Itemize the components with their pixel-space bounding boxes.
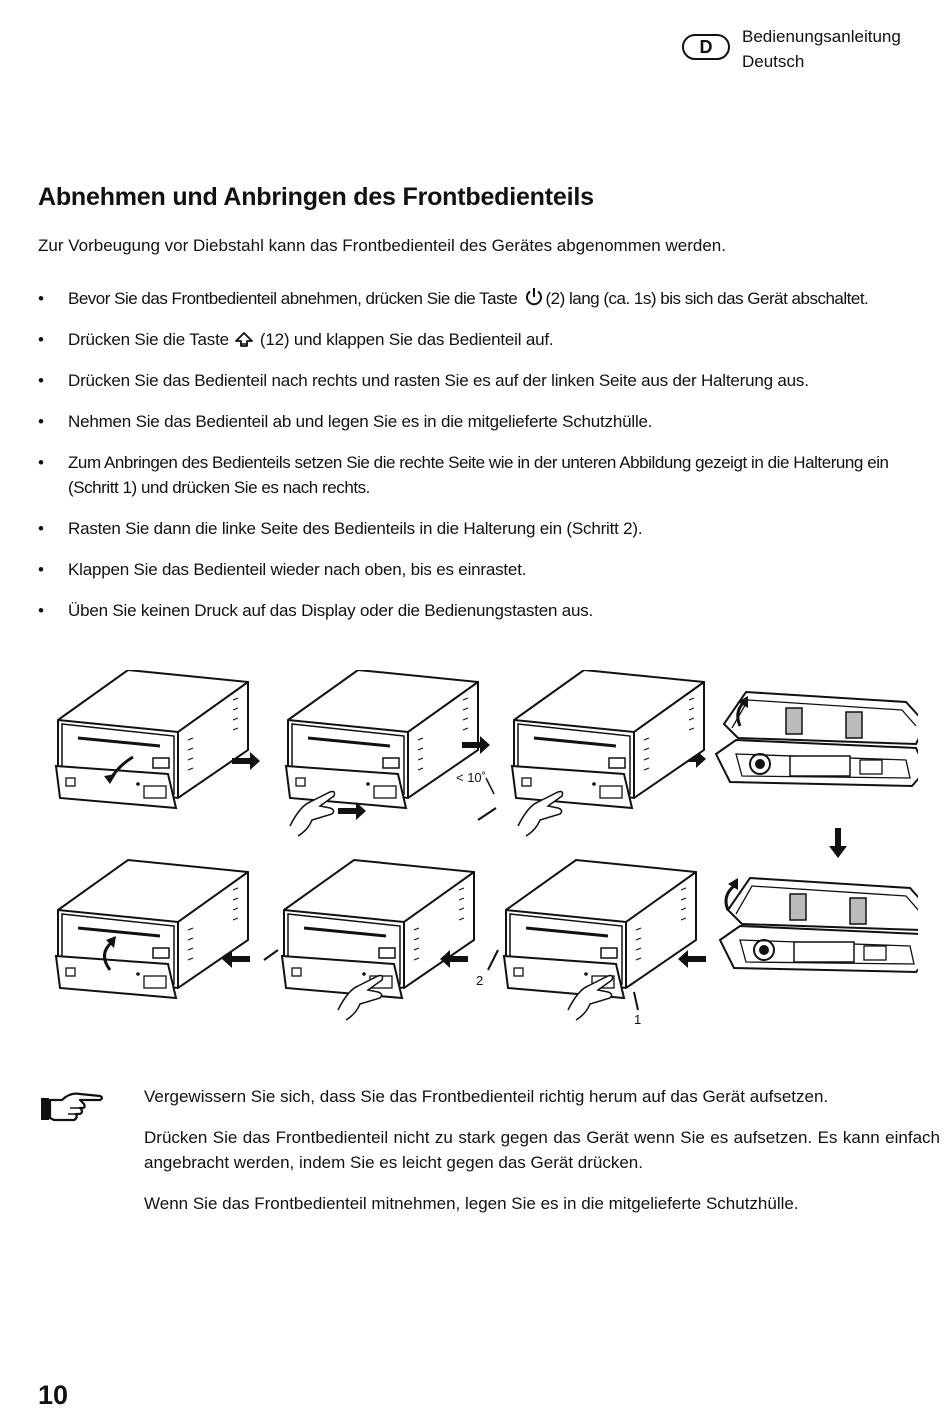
manual-label: Bedienungsanleitung — [742, 27, 901, 46]
intro-text: Zur Vorbeugung vor Diebstahl kann das Frontbedienteil des Gerätes abgenommen werden. — [38, 236, 726, 255]
note-paragraph: Vergewissern Sie sich, dass Sie das Frontbedienteil richtig herum auf das Gerät aufsetzen. — [144, 1087, 829, 1106]
instruction-list — [38, 286, 943, 639]
front-panel-removal-illustration — [38, 670, 918, 1040]
section-title: Abnehmen und Anbringen des Frontbedienteils — [38, 183, 594, 211]
page-number: 10 — [38, 1380, 69, 1410]
list-item: • Zum Anbringen des Bedienteils setzen Sie die rechte Seite wie in der unteren Abbildung gezeigt in die Halterung ein (Schritt 1) und drücken Sie es nach rechts. — [38, 450, 943, 500]
note-paragraph: Drücken Sie das Frontbedienteil nicht zu stark gegen das Gerät wenn Sie es aufsetzen. Es kann einfach angebracht werden, indem Sie es leicht gegen das Gerät drücken. — [144, 1128, 940, 1172]
power-icon — [524, 287, 544, 307]
list-item: • Nehmen Sie das Bedienteil ab und legen Sie es in die mitgelieferte Schutzhülle. — [38, 409, 943, 434]
language-badge: D — [682, 34, 730, 60]
list-item: • Drücken Sie das Bedienteil nach rechts und rasten Sie es auf der linken Seite aus der Halterung aus. — [38, 368, 943, 393]
angle-label: < 10˚ — [456, 770, 486, 785]
eject-icon — [235, 332, 253, 348]
pointing-hand-icon — [40, 1088, 104, 1124]
notes-block — [144, 1084, 940, 1232]
list-item: • Üben Sie keinen Druck auf das Display oder die Bedienungstasten aus. — [38, 598, 943, 623]
list-item: • Drücken Sie die Taste (12) und klappen Sie das Bedienteil auf. — [38, 327, 943, 352]
language-label: Deutsch — [742, 52, 805, 71]
list-item: • Klappen Sie das Bedienteil wieder nach oben, bis es einrastet. — [38, 557, 943, 582]
step-2-label: 2 — [476, 973, 484, 988]
list-item: • Bevor Sie das Frontbedienteil abnehmen, drücken Sie die Taste (2) lang (ca. 1s) bis sich das Gerät abschaltet. — [38, 286, 943, 311]
note-paragraph: Wenn Sie das Frontbedienteil mitnehmen, legen Sie es in die mitgelieferte Schutzhülle. — [144, 1194, 799, 1213]
list-item: • Rasten Sie dann die linke Seite des Bedienteils in die Halterung ein (Schritt 2). — [38, 516, 943, 541]
step-1-label: 1 — [634, 1012, 642, 1027]
